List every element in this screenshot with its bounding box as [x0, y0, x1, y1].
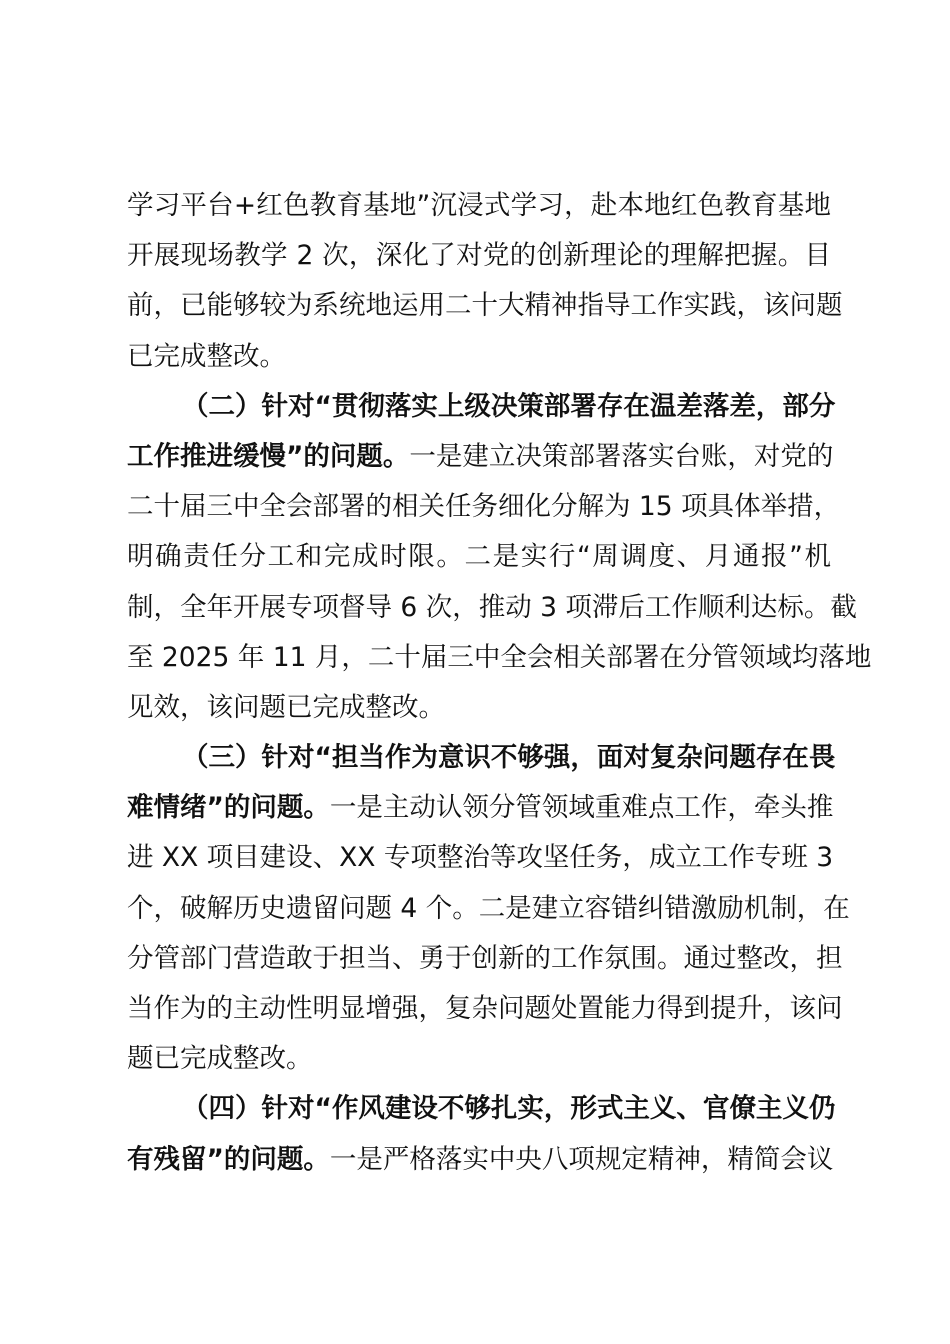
body-text: 见效，该问题已完成整改。 [127, 691, 445, 723]
paragraph-line [127, 432, 834, 482]
body-text: 题已完成整改。 [127, 1043, 313, 1075]
paragraph-line [127, 783, 834, 833]
paragraph-line [127, 984, 843, 1034]
paragraph-line [127, 532, 831, 582]
bold-heading-text: （二）针对“贯彻落实上级决策部署存在温差落差，部分 [182, 390, 836, 422]
body-text: 进 XX 项目建设、XX 专项整治等攻坚任务，成立工作专班 3 [127, 842, 834, 874]
body-text: 一是主动认领分管领域重难点工作，牵头推 [329, 792, 834, 824]
body-text: 二十届三中全会部署的相关任务细化分解为 15 项具体举措， [127, 491, 841, 523]
section-heading-line [127, 733, 836, 783]
paragraph-line [127, 934, 843, 984]
paragraph-line [127, 181, 831, 231]
body-text: 一是严格落实中央八项规定精神，精简会议 [329, 1143, 834, 1175]
body-text: 个，破解历史遗留问题 4 个。二是建立容错纠错激励机制，在 [127, 892, 850, 924]
paragraph-line [127, 1135, 834, 1185]
bold-heading-text: （三）针对“担当作为意识不够强，面对复杂问题存在畏 [182, 742, 836, 774]
paragraph-line [127, 231, 831, 281]
paragraph-line [127, 884, 850, 934]
body-text: 学习平台+红色教育基地”沉浸式学习，赴本地红色教育基地 [127, 190, 831, 221]
body-text: 制，全年开展专项督导 6 次，推动 3 项滞后工作顺利达标。截 [127, 591, 857, 623]
bold-heading-text: （四）针对“作风建设不够扎实，形式主义、官僚主义仍 [182, 1093, 836, 1125]
body-text: 已完成整改。 [127, 340, 286, 372]
body-text: 明确责任分工和完成时限。二是实行“周调度、月通报”机 [127, 541, 831, 573]
paragraph-line [127, 332, 831, 382]
body-text: 开展现场教学 2 次，深化了对党的创新理论的理解把握。目 [127, 240, 831, 272]
body-text: 当作为的主动性明显增强，复杂问题处置能力得到提升，该问 [127, 993, 843, 1024]
paragraph-line [127, 633, 872, 683]
body-text: 一是建立决策部署落实台账，对党的 [409, 440, 834, 472]
body-text: 前，已能够较为系统地运用二十大精神指导工作实践，该问题 [127, 290, 843, 322]
paragraph-line [127, 281, 843, 331]
document-page [127, 181, 872, 1185]
body-text: 分管部门营造敢于担当、勇于创新的工作氛围。通过整改，担 [127, 942, 843, 974]
paragraph-line [127, 583, 857, 633]
paragraph-line [127, 683, 831, 733]
section-heading-line [127, 382, 836, 432]
paragraph-line [127, 482, 841, 532]
bold-heading-text: 有残留”的问题。 [127, 1143, 330, 1175]
bold-heading-text: 难情绪”的问题。 [127, 792, 330, 824]
bold-heading-text: 工作推进缓慢”的问题。 [127, 440, 410, 472]
paragraph-line [127, 833, 834, 883]
body-text: 至 2025 年 11 月，二十届三中全会相关部署在分管领域均落地 [127, 641, 872, 673]
section-heading-line [127, 1084, 836, 1134]
paragraph-line [127, 1034, 831, 1084]
